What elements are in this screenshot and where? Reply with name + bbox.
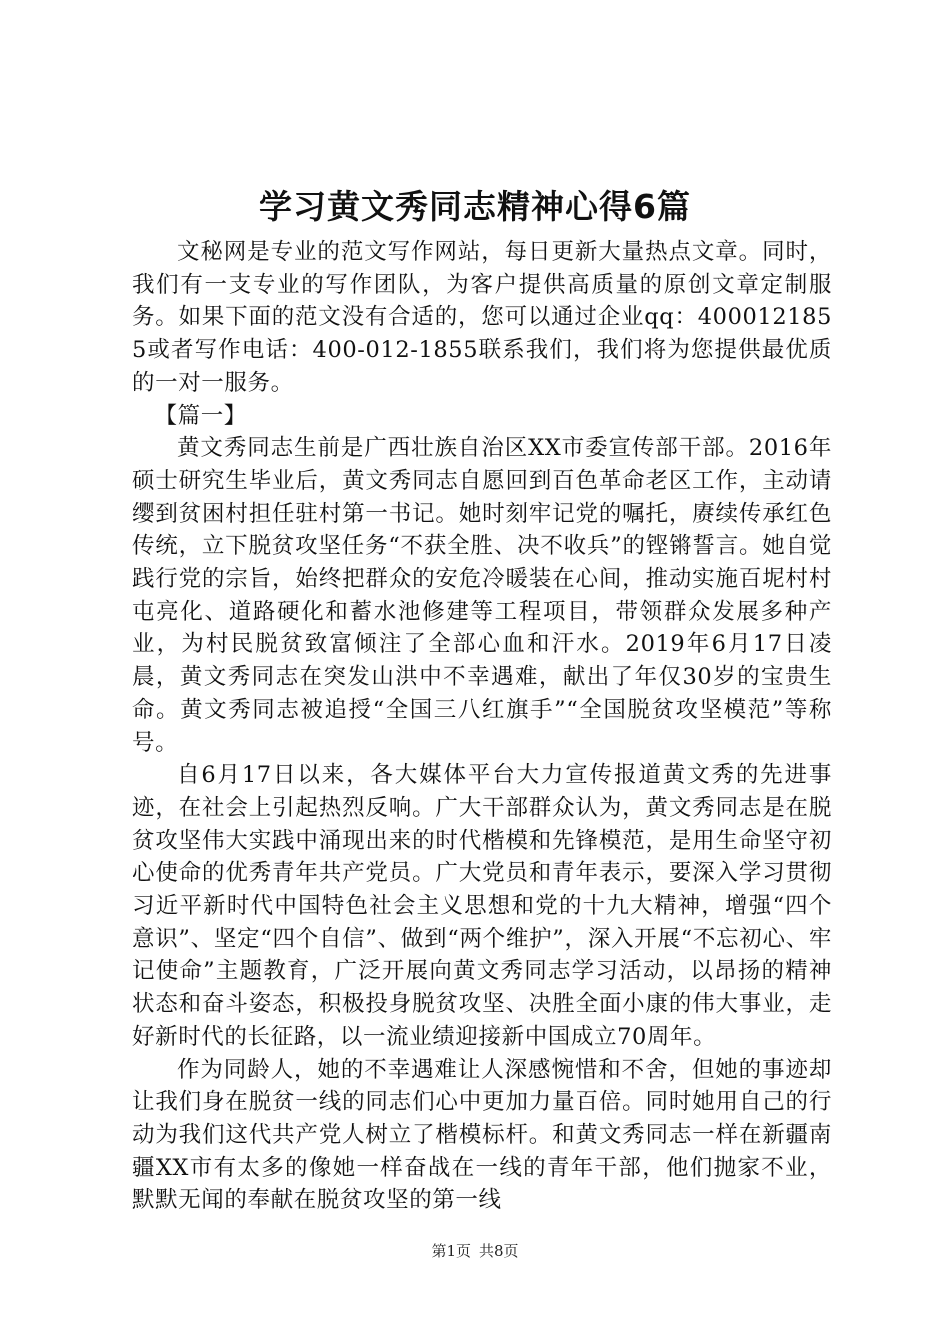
document-body [132,236,832,1217]
body-paragraph: 黄文秀同志生前是广西壮族自治区XX市委宣传部干部。2016年硕士研究生毕业后，黄文秀同志自愿回到百色革命老区工作，主动请缨到贫困村担任驻村第一书记。她时刻牢记党的嘱托，赓续传承红色传统，立下脱贫攻坚任务“不获全胜、决不收兵”的铿锵誓言。她自觉践行党的宗旨，始终把群众的安危冷暖装在心间，推动实施百坭村村屯亮化、道路硬化和蓄水池修建等工程项目，带领群众发展多种产业，为村民脱贫致富倾注了全部心血和汗水。2019年6月17日凌晨，黄文秀同志在突发山洪中不幸遇难，献出了年仅30岁的宝贵生命。黄文秀同志被追授“全国三八红旗手”“全国脱贫攻坚模范”等称号。 [132,435,832,756]
page-footer [0,1240,950,1262]
body-paragraph: 作为同龄人，她的不幸遇难让人深感惋惜和不舍，但她的事迹却让我们身在脱贫一线的同志们心中更加力量百倍。同时她用自己的行动为我们这代共产党人树立了楷模标杆。和黄文秀同志一样在新疆南疆XX市有太多的像她一样奋战在一线的青年干部，他们抛家不业，默默无闻的奉献在脱贫攻坚的第一线 [132,1056,832,1214]
intro-paragraph: 文秘网是专业的范文写作网站，每日更新大量热点文章。同时，我们有一支专业的写作团队，为客户提供高质量的原创文章定制服务。如果下面的范文没有合适的，您可以通过企业qq：4000121855或者写作电话：400-012-1855联系我们，我们将为您提供最优质的一对一服务。 [132,239,832,396]
page-number: 第1页 [431,1242,471,1260]
document-title: 学习黄文秀同志精神心得6篇 [259,187,691,226]
section-heading: 【篇一】 [154,402,247,429]
body-paragraph: 自6月17日以来，各大媒体平台大力宣传报道黄文秀的先进事迹，在社会上引起热烈反响。广大干部群众认为，黄文秀同志是在脱贫攻坚伟大实践中涌现出来的时代楷模和先锋模范，是用生命坚守初心使命的优秀青年共产党员。广大党员和青年表示，要深入学习贯彻习近平新时代中国特色社会主义思想和党的十九大精神，增强“四个意识”、坚定“四个自信”、做到“两个维护”，深入开展“不忘初心、牢记使命”主题教育，广泛开展向黄文秀同志学习活动，以昂扬的精神状态和奋斗姿态，积极投身脱贫攻坚、决胜全面小康的伟大事业，走好新时代的长征路，以一流业绩迎接新中国成立70周年。 [132,762,832,1050]
page-total: 共8页 [479,1242,519,1260]
